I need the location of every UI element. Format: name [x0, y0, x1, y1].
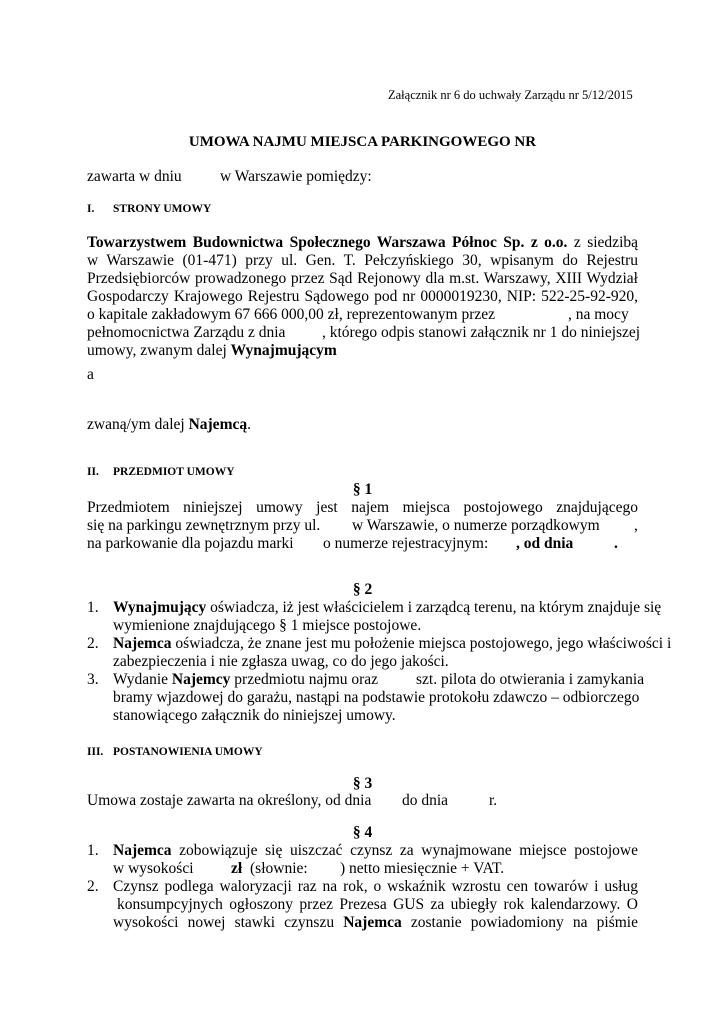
tenant-definition-text: zwaną/ym dalej: [87, 416, 185, 433]
p2-item-3-text-a: Wydanie: [113, 671, 169, 688]
p1-line-3d: .: [614, 535, 618, 552]
paragraph-1-mark: § 1: [352, 481, 373, 498]
p3-line-c: r.: [489, 792, 498, 809]
p1-line-1: Przedmiotem niniejszej umowy jest najem miejsca postojowego znajdującego: [87, 499, 638, 516]
document-title: UMOWA NAJMU MIEJSCA PARKINGOWEGO NR: [188, 134, 537, 150]
p4-item-2-line-3-b: zostanie powiadomiony na piśmie: [410, 914, 638, 931]
parties-line-4: Gospodarczy Krajowego Rejestru Sądowego pod nr 0000019230, NIP: 522-25-92-920,: [87, 288, 638, 305]
p2-item-2-rest: oświadcza, że znane jest mu położenie miejsca postojowego, jego właściwości i: [175, 635, 672, 652]
p3-line-a: Umowa zostaje zawarta na określony, od dnia: [87, 792, 372, 809]
p2-item-1-line-2: wymienione znajdującego § 1 miejsce postojowe.: [113, 617, 422, 634]
section-3-title: POSTANOWIENIA UMOWY: [113, 746, 263, 758]
p2-item-1-bold: Wynajmujący: [113, 599, 207, 616]
p4-item-2-line-1: Czynsz podlega waloryzacji raz na rok, o wskaźnik wzrostu cen towarów i usług: [113, 878, 638, 895]
p2-item-3-line-1a: [113, 671, 378, 689]
p4-item-1-rest: zobowiązuje się uiszczać czynsz za wynajmowane miejsce postojowe: [179, 842, 638, 859]
p2-item-1-number: 1.: [87, 599, 99, 616]
landlord-term: Wynajmującym: [230, 342, 337, 359]
p4-item-1-line-2b: (słownie:: [250, 860, 308, 877]
p1-line-2c: ,: [634, 517, 638, 534]
p2-item-3-bold: Najemcy: [171, 671, 231, 688]
p4-item-1-line-2a: w wysokości: [113, 860, 194, 877]
parties-line-7: [87, 342, 337, 360]
p2-item-1-line-1: [113, 599, 661, 617]
p1-line-2a: się na parkingu zewnętrznym przy ul.: [87, 517, 321, 534]
parties-line-5a: o kapitale zakładowym 67 666 000,00 zł, reprezentowanym przez: [87, 306, 496, 323]
p1-line-3c: , od dnia: [516, 535, 574, 552]
parties-line-1: [87, 234, 638, 252]
p2-item-3-line-3: stanowiącego załącznik do niniejszej umowy.: [113, 707, 396, 724]
p2-item-3-line-1b: szt. pilota do otwierania i zamykania: [416, 671, 645, 688]
company-name: Towarzystwem Budownictwa Społecznego Warszawa Północ Sp. z o.o.: [87, 234, 568, 251]
paragraph-3-mark: § 3: [352, 775, 373, 792]
p1-line-3a: na parkowanie dla pojazdu marki: [87, 535, 294, 552]
tenant-definition-period: .: [247, 416, 251, 433]
p1-line-2b: w Warszawie, o numerze porządkowym: [352, 517, 600, 534]
section-2-title: PRZEDMIOT UMOWY: [113, 466, 235, 478]
parties-line-6b: , którego odpis stanowi załącznik nr 1 do niniejszej: [322, 324, 641, 341]
p1-line-3b: o numerze rejestracyjnym:: [323, 535, 489, 552]
parties-line-3: Przedsiębiorców prowadzonego przez Sąd Rejonowy dla m.st. Warszawy, XIII Wydział: [87, 270, 638, 287]
p2-item-1-rest: oświadcza, iż jest właścicielem i zarządcą terenu, na którym znajduje się: [210, 599, 662, 616]
p4-item-1-number: 1.: [87, 842, 99, 859]
paragraph-2-mark: § 2: [352, 581, 373, 598]
p2-item-3-text-b: przedmiotu najmu oraz: [234, 671, 379, 688]
p4-item-2-number: 2.: [87, 878, 99, 895]
intro-date-label: zawarta w dniu: [87, 168, 182, 185]
and-conjunction: a: [87, 366, 94, 383]
p2-item-2-line-1: [113, 635, 671, 653]
tenant-definition: [87, 416, 251, 434]
p2-item-2-number: 2.: [87, 635, 99, 652]
p3-line-b: do dnia: [402, 792, 449, 809]
paragraph-4-mark: § 4: [352, 824, 373, 841]
parties-line-1-tail: z siedzibą: [573, 234, 639, 251]
section-3-number: III.: [87, 746, 104, 758]
p4-item-1-line-2-zl: zł: [231, 860, 243, 877]
p4-item-1-line-2c: ) netto miesięcznie + VAT.: [340, 860, 505, 877]
parties-line-2: w Warszawie (01-471) przy ul. Gen. T. Pełczyńskiego 30, wpisanym do Rejestru: [87, 252, 638, 269]
p4-item-2-line-3: [113, 914, 638, 932]
section-1-number: I.: [87, 203, 95, 215]
p2-item-3-line-2: bramy wjazdowej do garażu, nastąpi na podstawie protokołu zdawczo – odbiorczego: [113, 689, 640, 706]
p2-item-2-line-2: zabezpieczenia i nie zgłasza uwag, co do jego jakości.: [113, 653, 449, 670]
parties-line-6a: pełnomocnictwa Zarządu z dnia: [87, 324, 286, 341]
p2-item-2-bold: Najemca: [113, 635, 172, 652]
parties-line-7-text: umowy, zwanym dalej: [87, 342, 227, 359]
tenant-term: Najemcą: [188, 416, 248, 433]
parties-line-5b: , na mocy: [568, 306, 629, 323]
section-2-number: II.: [87, 466, 99, 478]
p4-item-2-bold: Najemca: [343, 914, 402, 931]
p4-item-2-line-2: konsumpcyjnych ogłoszony przez Prezesa GUS za ubiegły rok kalendarzowy. O: [117, 896, 638, 913]
p2-item-3-number: 3.: [87, 671, 99, 688]
section-1-title: STRONY UMOWY: [113, 203, 212, 215]
annex-note: Załącznik nr 6 do uchwały Zarządu nr 5/12/2015: [388, 88, 633, 102]
p4-item-1-bold: Najemca: [113, 842, 172, 859]
p4-item-2-line-3-a: wysokości nowej stawki czynszu: [113, 914, 335, 931]
p4-item-1-line-1: [113, 842, 638, 860]
intro-place: w Warszawie pomiędzy:: [220, 168, 372, 185]
